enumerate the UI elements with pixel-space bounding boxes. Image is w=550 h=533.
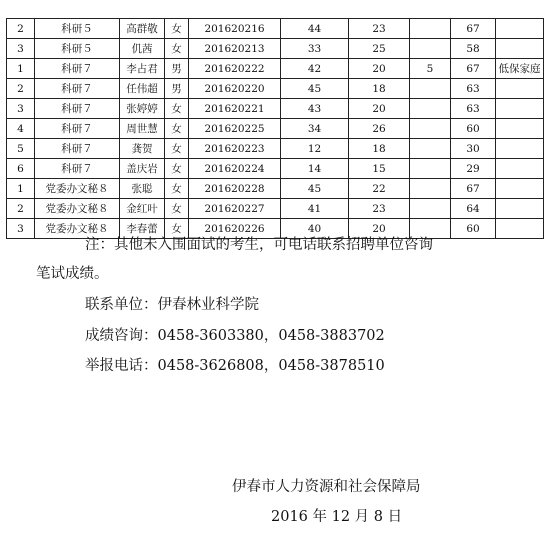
exam-id-cell: 201620227	[189, 199, 281, 219]
department-cell: 党委办文秘８	[35, 199, 120, 219]
name-cell: 周世慧	[120, 119, 165, 139]
bonus-points-cell: 5	[410, 59, 451, 79]
bonus-points-cell	[410, 199, 451, 219]
remark-cell	[496, 139, 544, 159]
exam-id-cell: 201620226	[189, 219, 281, 239]
department-cell: 党委办文秘８	[35, 219, 120, 239]
remark-cell	[496, 119, 544, 139]
remark-cell	[496, 19, 544, 39]
department-cell: 科研５	[35, 39, 120, 59]
name-cell: 仉茜	[120, 39, 165, 59]
name-cell: 张聪	[120, 179, 165, 199]
issuer-name: 伊春市人力资源和社会保障局	[232, 479, 421, 495]
gender-cell: 女	[165, 119, 189, 139]
exam-id-cell: 201620216	[189, 19, 281, 39]
department-cell: 科研７	[35, 59, 120, 79]
name-cell: 张婷婷	[120, 99, 165, 119]
written-score-cell: 45	[281, 179, 349, 199]
report-phone: 举报电话：0458-3626808，0458-3878510	[85, 358, 385, 374]
remark-cell: 低保家庭	[496, 59, 544, 79]
department-cell: 党委办文秘８	[35, 179, 120, 199]
written-score-cell: 45	[281, 79, 349, 99]
total-score-cell: 63	[451, 79, 496, 99]
interview-score-cell: 18	[349, 79, 410, 99]
contact-unit: 联系单位：伊春林业科学院	[85, 297, 259, 313]
rank-cell: 2	[7, 19, 35, 39]
remark-cell	[496, 199, 544, 219]
name-cell: 李春蕾	[120, 219, 165, 239]
rank-cell: 5	[7, 139, 35, 159]
name-cell: 金红叶	[120, 199, 165, 219]
interview-score-cell: 23	[349, 19, 410, 39]
department-cell: 科研７	[35, 139, 120, 159]
gender-cell: 女	[165, 19, 189, 39]
written-score-cell: 14	[281, 159, 349, 179]
exam-id-cell: 201620222	[189, 59, 281, 79]
interview-score-cell: 23	[349, 199, 410, 219]
gender-cell: 女	[165, 179, 189, 199]
table-row	[7, 199, 544, 219]
written-score-cell: 41	[281, 199, 349, 219]
bonus-points-cell	[410, 159, 451, 179]
department-cell: 科研７	[35, 79, 120, 99]
rank-cell: 2	[7, 79, 35, 99]
table-row	[7, 19, 544, 39]
gender-cell: 男	[165, 79, 189, 99]
table-row	[7, 99, 544, 119]
results-table	[6, 18, 544, 239]
exam-id-cell: 201620223	[189, 139, 281, 159]
gender-cell: 男	[165, 59, 189, 79]
written-score-cell: 43	[281, 99, 349, 119]
rank-cell: 1	[7, 59, 35, 79]
interview-score-cell: 22	[349, 179, 410, 199]
rank-cell: 3	[7, 99, 35, 119]
gender-cell: 女	[165, 99, 189, 119]
department-cell: 科研７	[35, 159, 120, 179]
exam-id-cell: 201620228	[189, 179, 281, 199]
name-cell: 李占君	[120, 59, 165, 79]
written-score-cell: 12	[281, 139, 349, 159]
interview-score-cell: 26	[349, 119, 410, 139]
remark-cell	[496, 79, 544, 99]
table-row	[7, 59, 544, 79]
total-score-cell: 30	[451, 139, 496, 159]
name-cell: 龚贺	[120, 139, 165, 159]
gender-cell: 女	[165, 199, 189, 219]
remark-cell	[496, 99, 544, 119]
total-score-cell: 64	[451, 199, 496, 219]
name-cell: 盖庆岩	[120, 159, 165, 179]
bonus-points-cell	[410, 99, 451, 119]
written-score-cell: 42	[281, 59, 349, 79]
table-row	[7, 139, 544, 159]
table-row	[7, 159, 544, 179]
results-table-body	[7, 19, 544, 239]
name-cell: 高群敬	[120, 19, 165, 39]
interview-score-cell: 20	[349, 59, 410, 79]
rank-cell: 6	[7, 159, 35, 179]
written-score-cell: 33	[281, 39, 349, 59]
exam-id-cell: 201620224	[189, 159, 281, 179]
rank-cell: 4	[7, 119, 35, 139]
note-line-2: 笔试成绩。	[36, 266, 109, 282]
rank-cell: 2	[7, 199, 35, 219]
interview-score-cell: 15	[349, 159, 410, 179]
gender-cell: 女	[165, 39, 189, 59]
exam-id-cell: 201620213	[189, 39, 281, 59]
department-cell: 科研７	[35, 119, 120, 139]
note-line-1: 注：其他未入围面试的考生，可电话联系招聘单位咨询	[85, 237, 433, 253]
total-score-cell: 29	[451, 159, 496, 179]
bonus-points-cell	[410, 79, 451, 99]
bonus-points-cell	[410, 19, 451, 39]
table-row	[7, 79, 544, 99]
total-score-cell: 60	[451, 219, 496, 239]
written-score-cell: 34	[281, 119, 349, 139]
interview-score-cell: 25	[349, 39, 410, 59]
exam-id-cell: 201620225	[189, 119, 281, 139]
gender-cell: 女	[165, 159, 189, 179]
rank-cell: 3	[7, 39, 35, 59]
total-score-cell: 60	[451, 119, 496, 139]
interview-score-cell: 20	[349, 219, 410, 239]
total-score-cell: 67	[451, 19, 496, 39]
total-score-cell: 67	[451, 59, 496, 79]
issue-date: 2016 年 12 月 8 日	[271, 509, 403, 525]
score-inquiry-phone: 成绩咨询：0458-3603380，0458-3883702	[85, 328, 385, 344]
gender-cell: 女	[165, 139, 189, 159]
remark-cell	[496, 159, 544, 179]
written-score-cell: 40	[281, 219, 349, 239]
interview-score-cell: 20	[349, 99, 410, 119]
bonus-points-cell	[410, 119, 451, 139]
department-cell: 科研５	[35, 19, 120, 39]
remark-cell	[496, 39, 544, 59]
total-score-cell: 63	[451, 99, 496, 119]
name-cell: 任伟超	[120, 79, 165, 99]
total-score-cell: 67	[451, 179, 496, 199]
bonus-points-cell	[410, 179, 451, 199]
table-row	[7, 119, 544, 139]
exam-id-cell: 201620220	[189, 79, 281, 99]
exam-id-cell: 201620221	[189, 99, 281, 119]
rank-cell: 3	[7, 219, 35, 239]
remark-cell	[496, 179, 544, 199]
written-score-cell: 44	[281, 19, 349, 39]
table-row	[7, 179, 544, 199]
table-row	[7, 39, 544, 59]
bonus-points-cell	[410, 139, 451, 159]
total-score-cell: 58	[451, 39, 496, 59]
gender-cell: 女	[165, 219, 189, 239]
rank-cell: 1	[7, 179, 35, 199]
bonus-points-cell	[410, 39, 451, 59]
interview-score-cell: 18	[349, 139, 410, 159]
department-cell: 科研７	[35, 99, 120, 119]
